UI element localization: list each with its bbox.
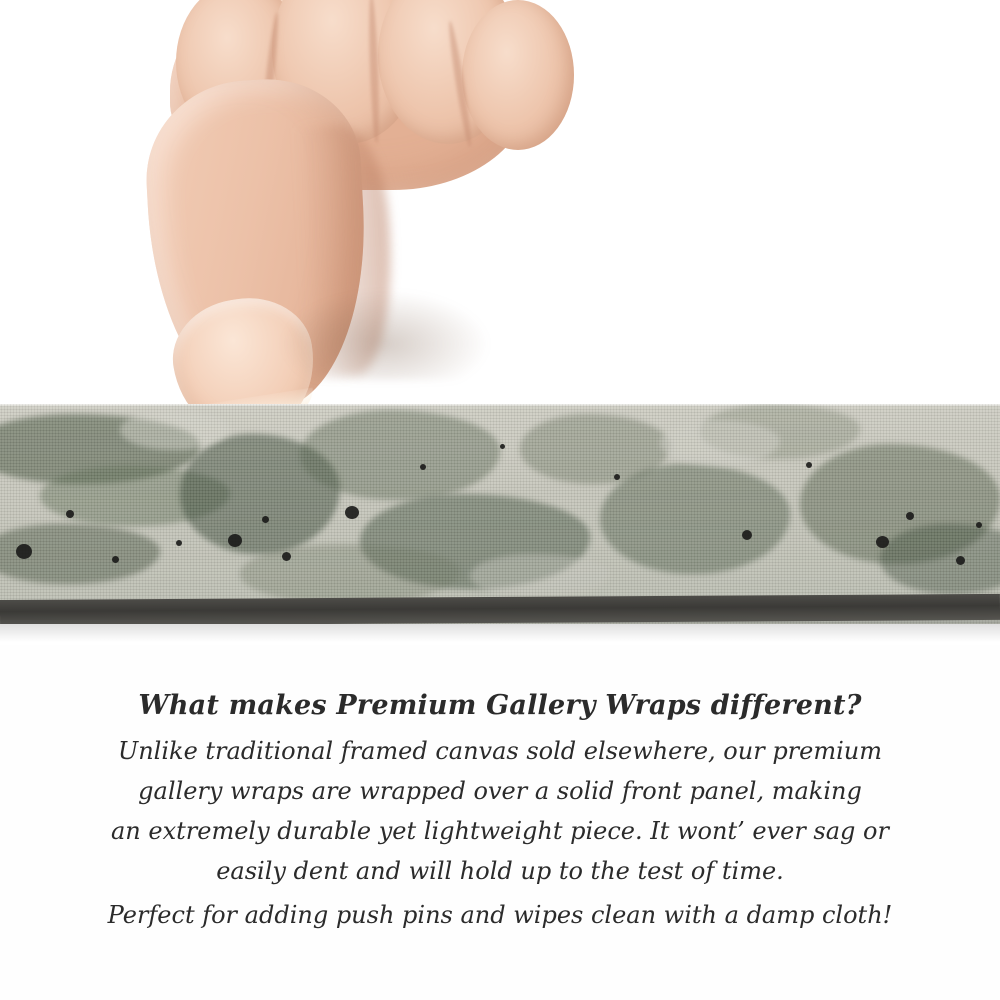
paint-patch bbox=[240, 544, 460, 604]
caption-closing-line: Perfect for adding push pins and wipes clean with a damp cloth! bbox=[107, 901, 893, 929]
caption-line-2: gallery wraps are wrapped over a solid front panel, making bbox=[138, 777, 862, 805]
caption-block bbox=[0, 690, 1000, 935]
caption-line-4: easily dent and will hold up to the test of time. bbox=[216, 857, 784, 885]
paint-patch bbox=[0, 524, 160, 584]
hand-illustration bbox=[150, 0, 570, 430]
paint-highlight bbox=[660, 420, 780, 466]
contact-shadow bbox=[280, 290, 490, 380]
canvas-top-highlight bbox=[0, 404, 1000, 407]
canvas-drop-shadow bbox=[0, 620, 1000, 642]
paint-patch bbox=[880, 524, 1000, 594]
paint-patch bbox=[300, 410, 500, 500]
finger-knuckle bbox=[462, 0, 574, 150]
paint-patch bbox=[600, 464, 790, 574]
canvas-edge-strip bbox=[0, 404, 1000, 624]
paint-highlight bbox=[470, 554, 610, 598]
caption-line-3: an extremely durable yet lightweight piece. It wont’ ever sag or bbox=[111, 817, 889, 845]
caption-line-1: Unlike traditional framed canvas sold elsewhere, our premium bbox=[117, 737, 882, 765]
caption-title: What makes Premium Gallery Wraps different? bbox=[138, 690, 862, 721]
